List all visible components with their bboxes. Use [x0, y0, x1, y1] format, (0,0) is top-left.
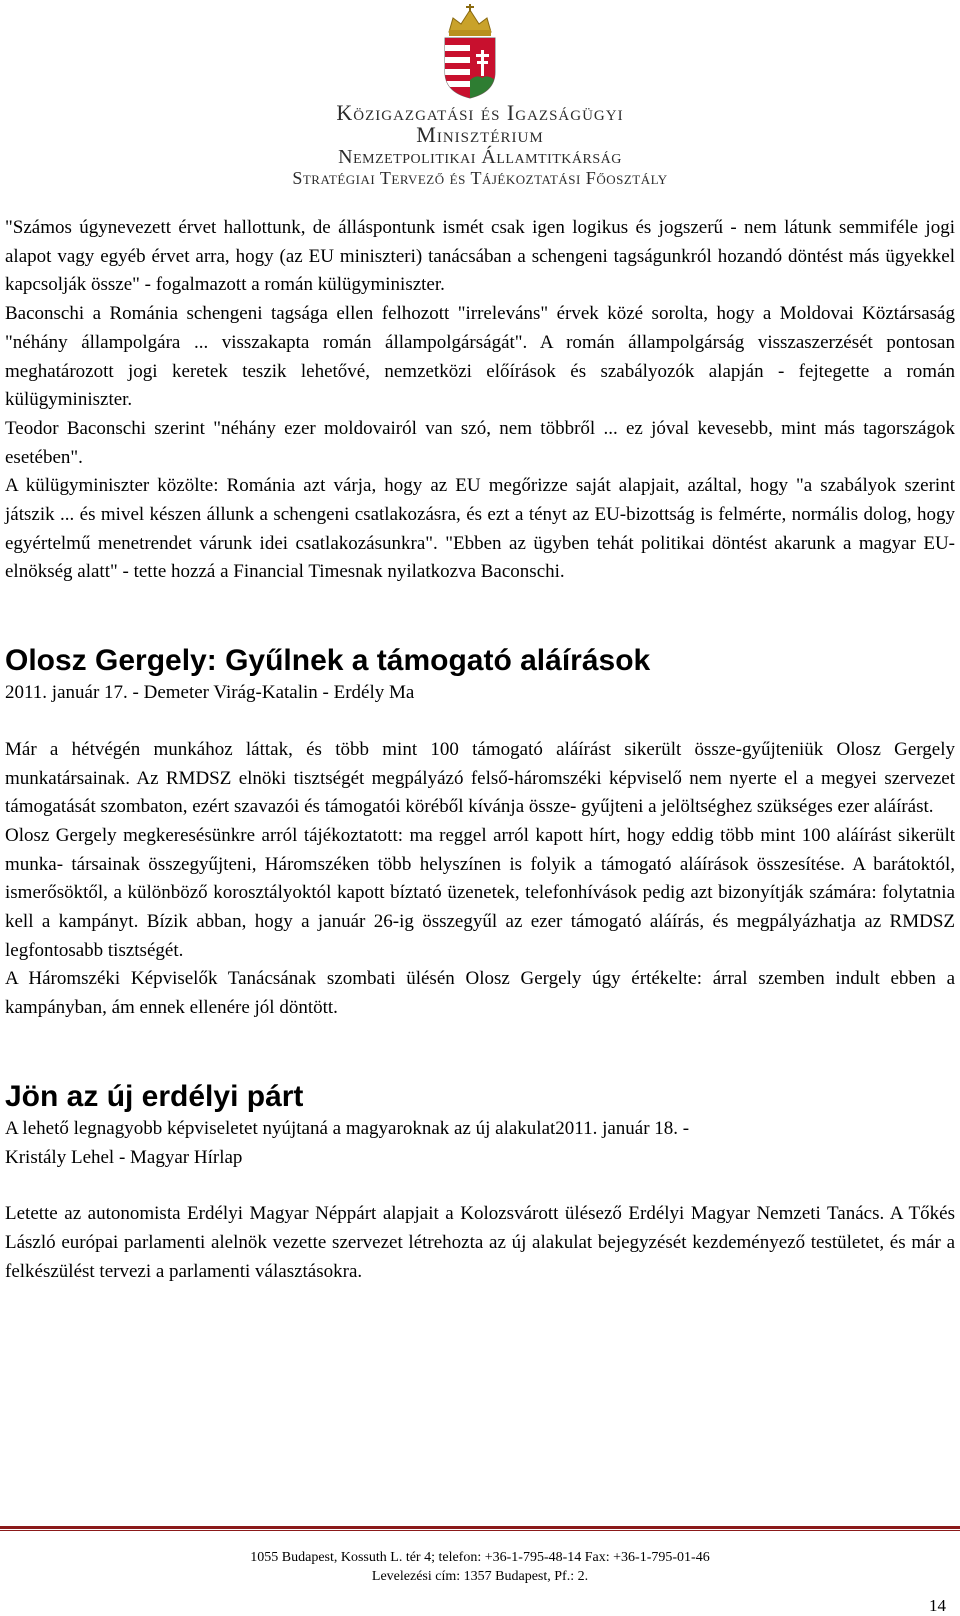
ministry-name-line1: Közigazgatási és Igazságügyi: [336, 100, 624, 125]
ministry-name-line2: Minisztérium: [416, 122, 544, 147]
article1-paragraph: A külügyminiszter közölte: Románia azt várja, hogy az EU megőrizze saját alapjait, azáltal, hogy "a szabályok szerint játszik ... és mivel készen állunk a schengeni csatlakozásra, és ezt a tényt az EU-bizottság is felmérte, normális dolog, hogy egyértelmű menetrendet várunk idei csatlakozásunkra". "Ebben az ügyben tehát politikai döntést akarunk a magyar EU-elnökség alatt" - tette hozzá a Financial Timesnak nyilatkozva Baconschi.: [5, 475, 955, 583]
article3-title: Jön az új erdélyi párt: [5, 1079, 304, 1113]
article1-paragraph: "Számos úgynevezett érvet hallottunk, de álláspontunk ismét csak igen logikus és jogszerű - nem látunk semmiféle jogi alapot vagy egyéb érvet arra, hogy (az EU miniszteri) tanácsában a schengeni tagságunkról hozandó döntést más ügyekkel kapcsolják össze" - fogalmazott a román külügyminiszter.: [5, 217, 955, 296]
document-body: [5, 214, 955, 1286]
footer-postal-address: Levelezési cím: 1357 Budapest, Pf.: 2.: [371, 1569, 589, 1584]
page-number: 14: [929, 1596, 946, 1615]
letterhead: [0, 0, 960, 190]
footer-divider: [0, 1526, 960, 1532]
article2-paragraph: Olosz Gergely megkeresésünkre arról tájékoztatott: ma reggel arról kapott hírt, hogy eddig több mint 100 aláírást sikerült munka- társainak összegyűjteni, Háromszéken több helyszínen is folyik a támogató aláírások összesítése. A barátoktól, ismerősöktől, a különböző korosztályoktól kapott bíztató üzenetek, telefonhívások pedig azt bizonyítják számára: folytatnia kell a kampányt. Bízik abban, hogy a január 26-ig összegyűl az ezer támogató aláírás, és megpályázhatja az RMDSZ legfontosabb tisztségét.: [5, 824, 955, 961]
department-name-line2: Stratégiai Tervező és Tájékoztatási Főosztály: [292, 168, 668, 188]
department-name-line1: Nemzetpolitikai Államtitkárság: [338, 146, 622, 168]
article3-byline: [5, 1115, 955, 1172]
hungarian-coat-of-arms-icon: [437, 4, 503, 100]
article3-byline-line2: Kristály Lehel - Magyar Hírlap: [5, 1146, 243, 1168]
article2-byline: 2011. január 17. - Demeter Virág-Katalin - Erdély Ma: [5, 682, 415, 704]
article3-byline-line1: A lehető legnagyobb képviseletet nyújtaná a magyaroknak az új alakulat2011. január 18. -: [5, 1117, 690, 1139]
footer: [0, 1548, 960, 1586]
article1-paragraph: Baconschi a Románia schengeni tagsága ellen felhozott "irreleváns" érvek közé sorolta, hogy a Moldovai Köztársaság "néhány állampolgára ... visszakapta román állampolgárságát". A román állampolgárság visszaszerzését pontosan meghatározott jogi keretek teszik lehetővé, nemzetközi előírások és szabályozók alapján - fejtegette a román külügyminiszter.: [5, 303, 955, 411]
article3-paragraph: Letette az autonomista Erdélyi Magyar Néppárt alapjait a Kolozsvárott ülésező Erdélyi Magyar Nemzeti Tanács. A Tőkés László európai parlamenti alelnök vezette szervezet létrehozta az új alakulat bejegyzését kezdeményező testületet, és már a felkészülést tervezi a parlamenti választásokra.: [5, 1203, 955, 1282]
article2-paragraph: A Háromszéki Képviselők Tanácsának szombati ülésén Olosz Gergely úgy értékelte: árral szemben indult ebben a kampányban, ám ennek ellenére jól döntött.: [5, 968, 955, 1019]
article2-title: Olosz Gergely: Gyűlnek a támogató aláírások: [5, 644, 651, 678]
article2-paragraph: Már a hétvégén munkához láttak, és több mint 100 támogató aláírást sikerült össze-gyűjteniük Olosz Gergely munkatársainak. Az RMDSZ elnöki tisztségét megpályázó felső-háromszéki képviselő nem nyerte el a megyei szervezet támogatását szombaton, ezért szavazói és támogatói köréből kívánja össze- gyűjteni a jelöltséghez szükséges ezer aláírást.: [5, 738, 955, 818]
footer-address: 1055 Budapest, Kossuth L. tér 4; telefon: +36-1-795-48-14 Fax: +36-1-795-01-46: [250, 1550, 710, 1565]
article1-paragraph: Teodor Baconschi szerint "néhány ezer moldovairól van szó, nem többről ... ez jóval kevesebb, mint más tagországok esetében".: [5, 417, 955, 468]
